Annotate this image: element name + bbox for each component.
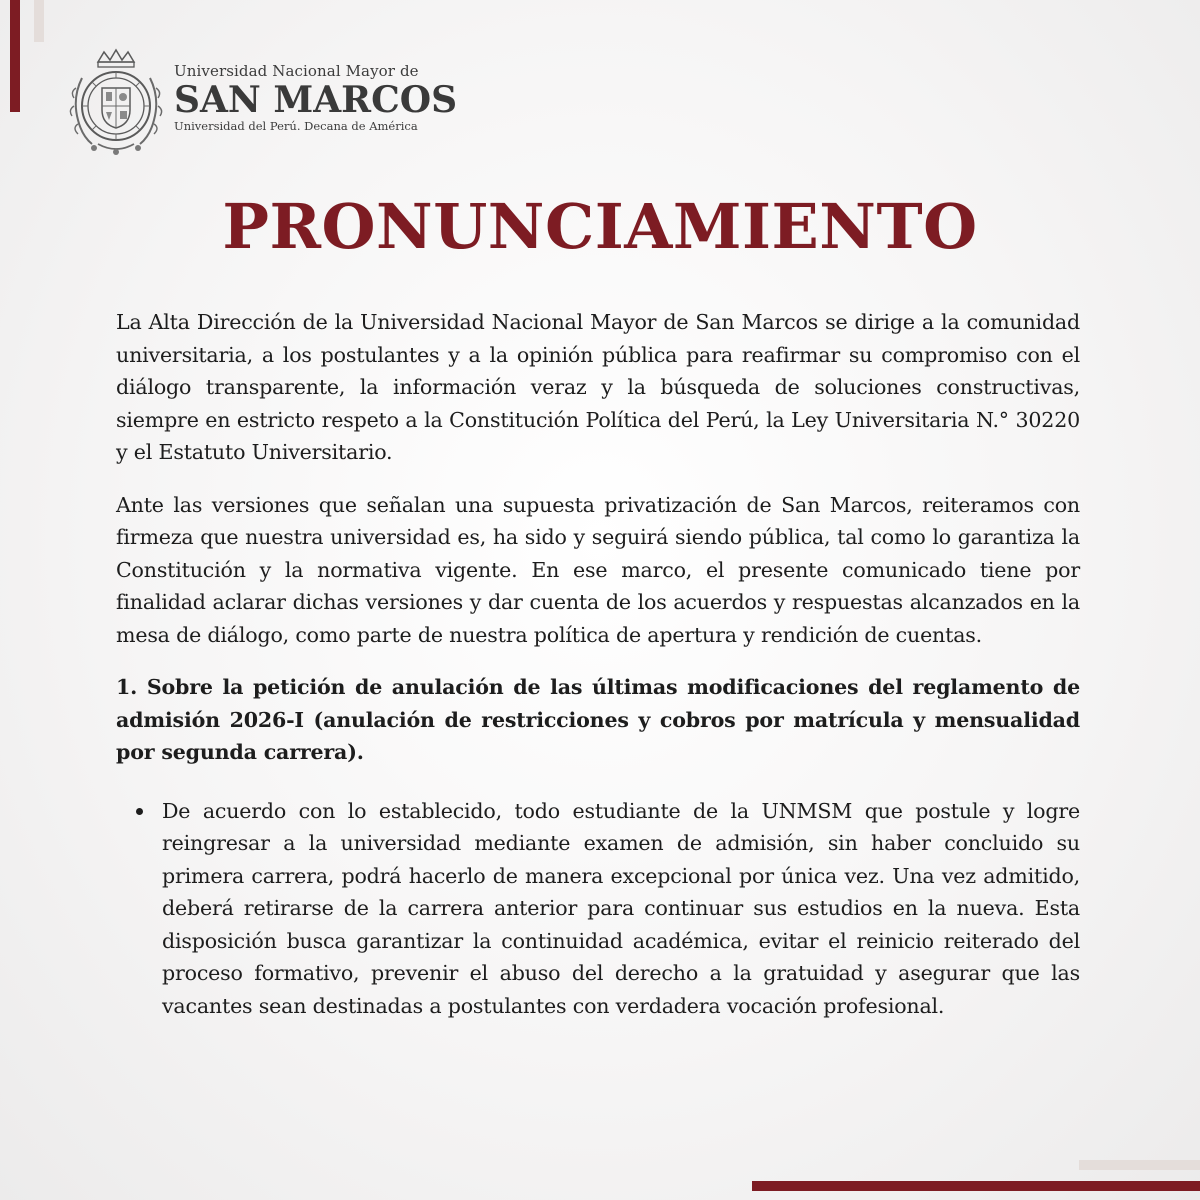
decorative-bar-bottom-right-red <box>752 1181 1200 1191</box>
decorative-bar-top-left-red <box>10 0 20 112</box>
paragraph-intro: La Alta Dirección de la Universidad Nacional Mayor de San Marcos se dirige a la comunidad universitaria, a los postulantes y a la opinión pública para reafirmar su compromiso con el diálogo transparente, la información veraz y la búsqueda de soluciones constructivas, siempre en estricto respeto a la Constitución Política del Perú, la Ley Universitaria N.° 30220 y el Estatuto Universitario. <box>116 310 1080 464</box>
university-seal-icon <box>68 48 164 158</box>
page-title: PRONUNCIAMIENTO <box>222 190 978 263</box>
section-1-bullet-list <box>116 795 1080 1023</box>
institution-name-block <box>174 62 457 133</box>
institution-name-main: SAN MARCOS <box>174 79 458 121</box>
bullet-dot-icon <box>136 808 143 815</box>
section-heading-1: 1. Sobre la petición de anulación de las últimas modificaciones del reglamento de admisión 2026-I (anulación de restricciones y cobros por matrícula y mensualidad por segunda carrera). <box>116 675 1080 764</box>
list-item <box>116 795 1080 1023</box>
statement-body <box>116 306 1080 1022</box>
institution-tagline: Universidad del Perú. Decana de América <box>174 119 418 133</box>
paragraph-privatization: Ante las versiones que señalan una supuesta privatización de San Marcos, reiteramos con firmeza que nuestra universidad es, ha sido y seguirá siendo pública, tal como lo garantiza la Constitución y la normativa vigente. En ese marco, el presente comunicado tiene por finalidad aclarar dichas versiones y dar cuenta de los acuerdos y respuestas alcanzados en la mesa de diálogo, como parte de nuestra política de apertura y rendición de cuentas. <box>116 492 1080 647</box>
institution-name-line1: Universidad Nacional Mayor de <box>174 62 419 80</box>
list-item-text: De acuerdo con lo establecido, todo estudiante de la UNMSM que postule y logre reingresar a la universidad mediante examen de admisión, sin haber concluido su primera carrera, podrá hacerlo de manera excepcional por única vez. Una vez admitido, deberá retirarse de la carrera anterior para continuar sus estudios en la nueva. Esta disposición busca garantizar la continuidad académica, evitar el reinicio reiterado del proceso formativo, prevenir el abuso del derecho a la gratuidad y asegurar que las vacantes sean destinadas a postulantes con verdadera vocación profesional. <box>162 798 1080 1018</box>
decorative-bar-bottom-right-grey <box>1079 1160 1200 1170</box>
decorative-bar-top-left-grey <box>34 0 44 42</box>
